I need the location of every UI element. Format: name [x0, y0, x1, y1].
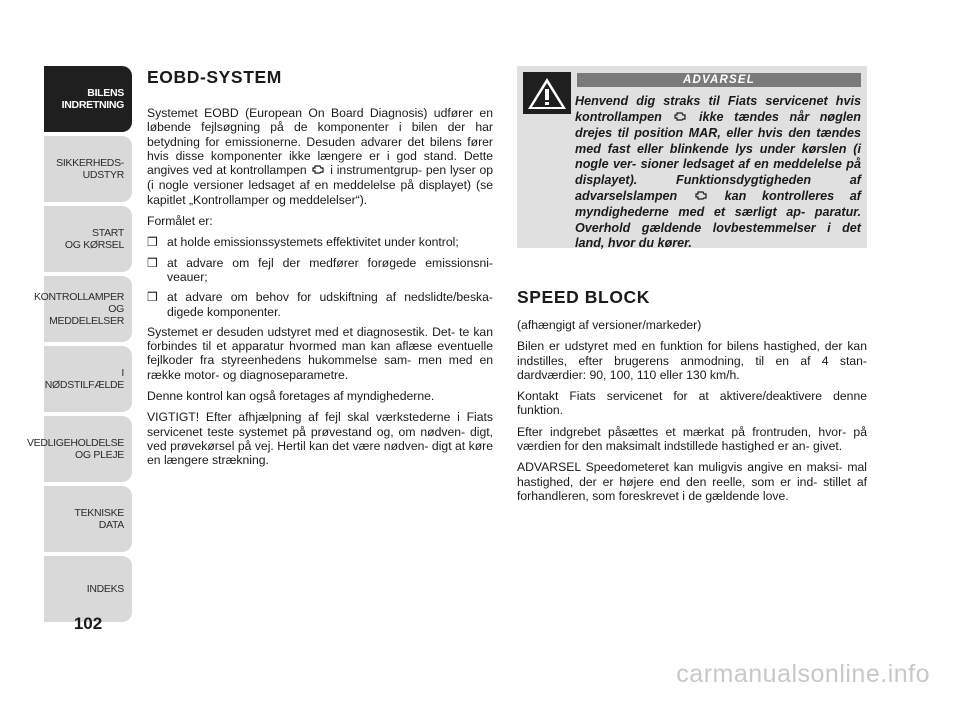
list-item: ❒ at holde emissionssystemets effektivitet under kontrol;: [147, 235, 493, 249]
speed-block-title: SPEED BLOCK: [517, 287, 651, 307]
tab-label: TEKNISKE DATA: [74, 507, 124, 531]
speed-block-section: [517, 286, 867, 510]
eobd-purpose-list: [147, 235, 493, 318]
tab-vedligeholdelse[interactable]: [26, 416, 132, 482]
speed-paragraph-4: ADVARSEL Speedometeret kan muligvis angive en maksi- mal hastighed, der er højere end den reelle, som er ind- stillet af forhandleren, som foreskrevet i de gældende love.: [517, 460, 867, 503]
tab-bilens-indretning[interactable]: [44, 66, 132, 132]
tab-label: SIKKERHEDS- UDSTYR: [56, 157, 124, 181]
eobd-paragraph-4: Denne kontrol kan også foretages af myndighederne.: [147, 389, 435, 404]
tab-label: START OG KØRSEL: [64, 227, 124, 251]
engine-check-lamp-icon: [674, 111, 686, 127]
eobd-paragraph-5: VIGTIGT! Efter afhjælpning af fejl skal værkstederne i Fiats servicenet teste systemet på prøvestand og, om nødven- digt, ved prøvekørsel på vej. Hertil kan det være nødven- digt at køre en længere strækning.: [147, 410, 493, 468]
list-item: ❒ at advare om fejl der medfører forøgede emissionsni- veauer;: [147, 256, 493, 285]
speed-paragraph-2: Kontakt Fiats servicenet for at aktivere/deaktivere denne funktion.: [517, 389, 867, 418]
warning-text-part-2: ikke tændes når nøglen drejes til position MAR, eller hvis den tændes med fast eller blinkende lys under kørslen (i nogle ver- sioner ledsaget af en meddelelse på displayet). Funktionsdygtigheden af advarselslampen: [575, 109, 861, 203]
warning-label: ADVARSEL: [577, 73, 861, 87]
tab-label: INDEKS: [86, 583, 124, 595]
tab-label: KONTROLLAMPER OG MEDDELELSER: [33, 291, 124, 327]
page-number: 102: [73, 614, 103, 633]
eobd-p1-part-b: i instrumentgrup- pen lyser op (i nogle versioner ledsaget af en meddelelse på displayet) (se kapitlet „Kontrollamper og meddelelser“).: [147, 163, 494, 207]
tab-tekniske-data[interactable]: [44, 486, 132, 552]
tab-indeks[interactable]: [44, 556, 132, 622]
warning-text-part-3: kan kontrolleres af myndighederne med et særligt ap- paratur. Overhold gældende lovbestemmelser i det land, hvor du kører.: [575, 188, 862, 251]
tab-label: I NØDSTILFÆLDE: [44, 367, 125, 391]
speed-block-subtitle: (afhængigt af versioner/markeder): [517, 318, 702, 332]
warning-text: [523, 94, 861, 252]
warning-box: [517, 66, 867, 251]
watermark: carmanualsonline.info: [676, 660, 930, 688]
eobd-title: EOBD-SYSTEM: [147, 67, 282, 87]
tab-kontrollamper[interactable]: [33, 276, 132, 342]
tab-sikkerhedsudstyr[interactable]: [44, 136, 132, 202]
tab-label: VEDLIGEHOLDELSE OG PLEJE: [26, 437, 124, 461]
eobd-section: [147, 66, 493, 475]
list-item: ❒ at advare om behov for udskiftning af nedslidte/beska- digede komponenter.: [147, 290, 493, 319]
engine-check-lamp-icon: [312, 164, 324, 178]
tab-label: BILENS INDRETNING: [61, 87, 124, 111]
warning-text-part-1: Henvend dig straks til Fiats servicenet hvis kontrollampen: [575, 94, 861, 124]
eobd-paragraph-1: [147, 106, 493, 207]
tab-i-nodstilfaelde[interactable]: [44, 346, 132, 412]
eobd-p1-part-a: Systemet EOBD (European On Board Diagnosis) udfører en løbende fejlsøgning på de komponenter i bilen der har betydning for emissionerne. Desuden advarer det bilens fører hvis disse komponenter ikke længere er i god stand. Dette angives ved at kontrollampen: [147, 106, 493, 178]
speed-paragraph-3: Efter indgrebet påsættes et mærkat på frontruden, hvor- på værdien for den maksimalt indstillede hastighed er an- givet.: [517, 424, 867, 454]
engine-check-lamp-icon: [695, 190, 707, 206]
eobd-paragraph-3: Systemet er desuden udstyret med et diagnosestik. Det- te kan forbindes til et apparatur hvormed man kan aflæse eventuelle fejlkoder fra styreenhedens hukommelse sam- men med en række motor- og diagnoseparametre.: [147, 324, 493, 382]
eobd-paragraph-2: Formålet er:: [147, 214, 213, 229]
speed-paragraph-1: Bilen er udstyret med en funktion for bilens hastighed, der kan indstilles, efter brugerens anmodning, til en af 4 stan- dardværdier: 90, 100, 110 eller 130 km/h.: [517, 339, 867, 382]
tab-start-og-korsel[interactable]: [44, 206, 132, 272]
